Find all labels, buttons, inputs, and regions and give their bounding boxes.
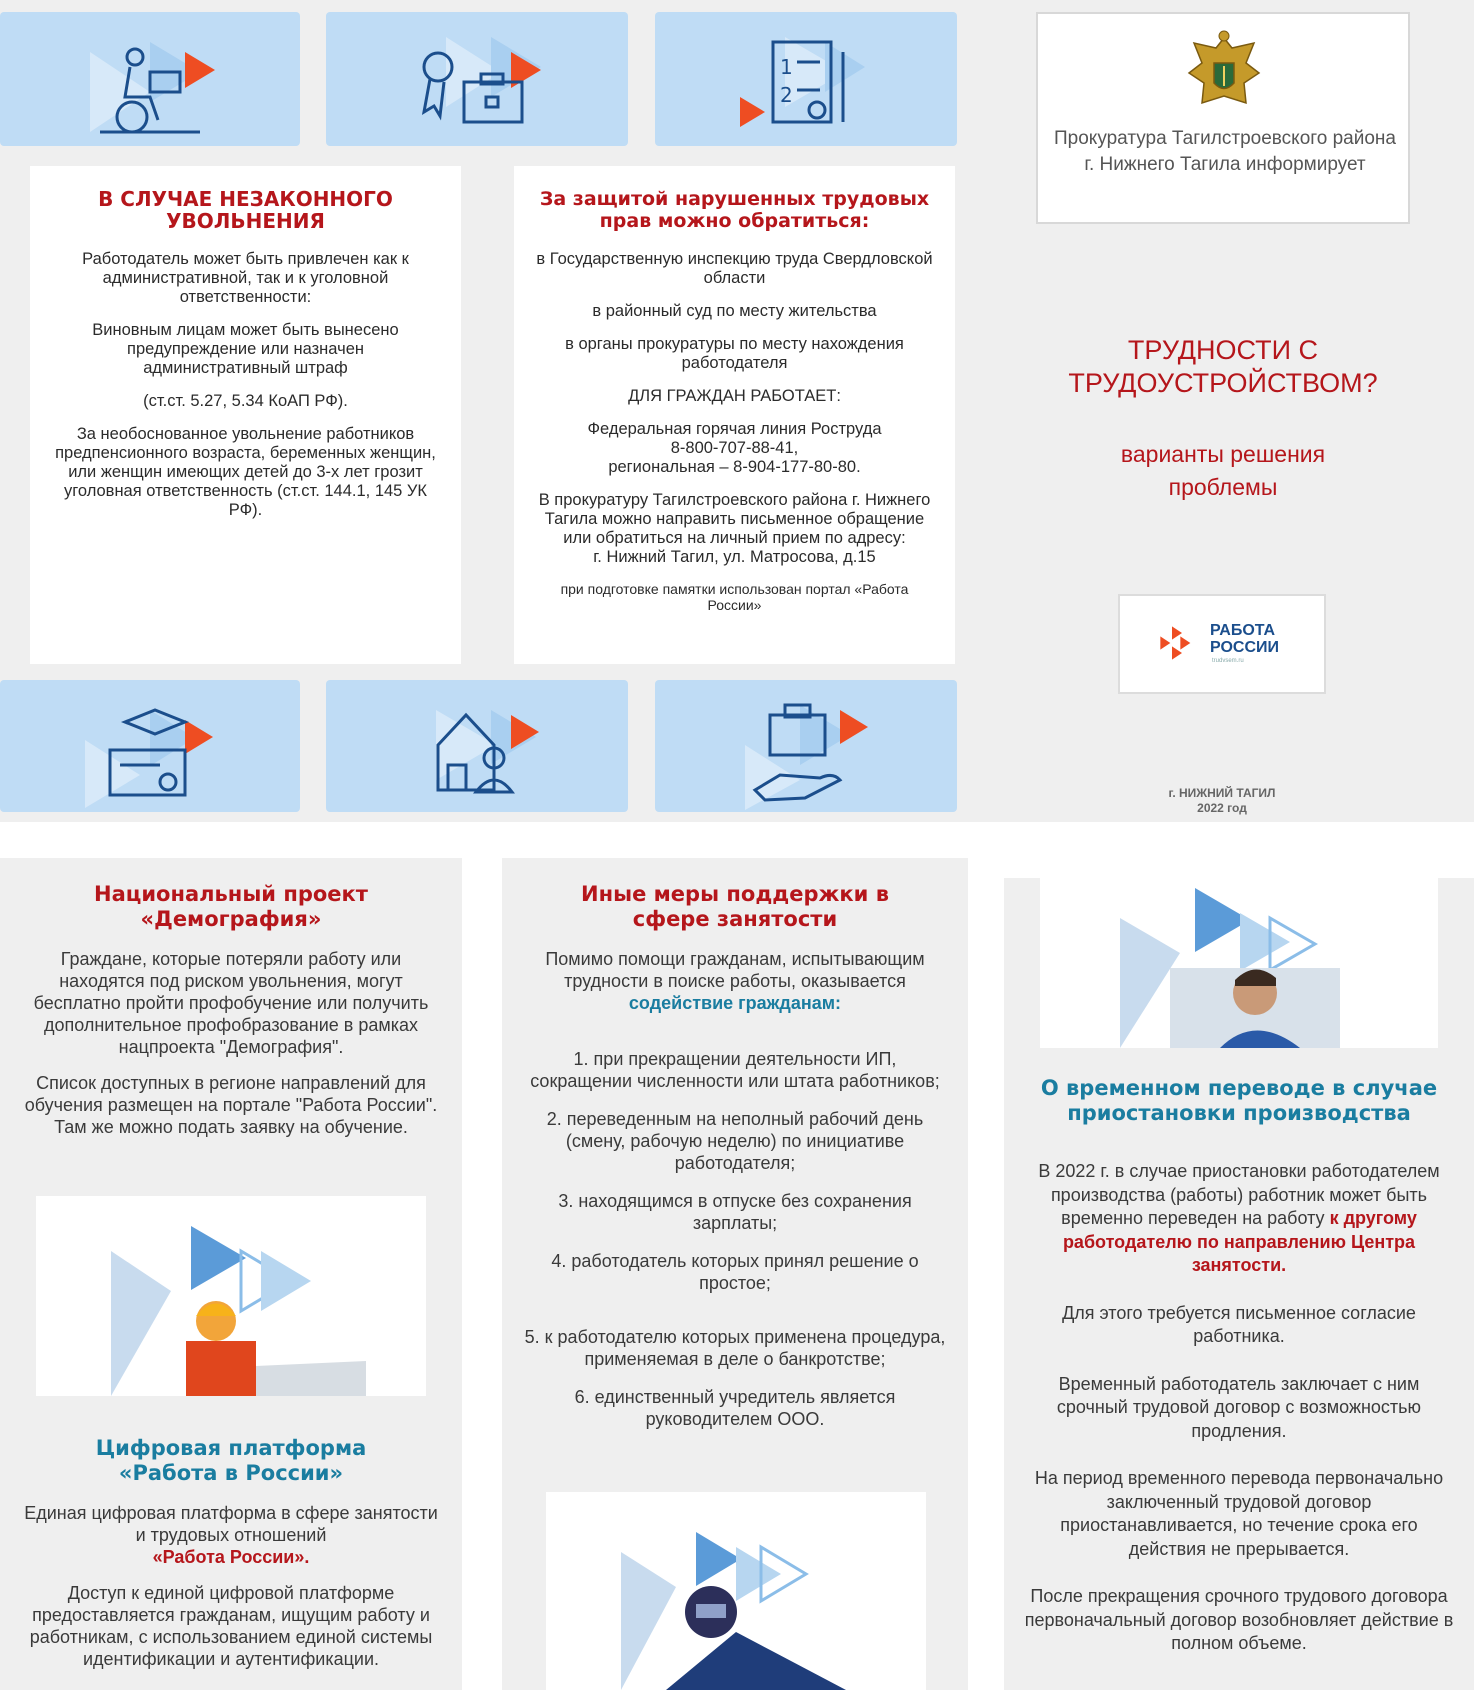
list-item: 5. к работодателю которых применена процедура, применяемая в деле о банкротстве;	[524, 1327, 946, 1369]
paragraph: Временный работодатель заключает с ним срочный трудовой договор с возможностью продления.	[1056, 1373, 1422, 1441]
tile-home	[326, 680, 628, 812]
logo-site: trudvsem.ru	[1212, 658, 1244, 664]
transfer-text: В 2022 г. в случае приостановки работодателем производства (работы) работник может быть временно переведен на работу	[1038, 1161, 1440, 1228]
paragraph: Список доступных в регионе направлений для обучения размещен на портале "Работа России". Там же можно подать заявку на обучение.	[24, 1073, 438, 1137]
paragraph: За необоснованное увольнение работников предпенсионного возраста, беременных женщин, или женщин имеющих детей до 3-х лет грозит уголовная ответственность (ст.ст. 144.1, 145 УК РФ).	[55, 425, 436, 519]
brochure-title: ТРУДНОСТИ С ТРУДОУСТРОЙСТВОМ?	[1068, 335, 1378, 398]
list-item: 2. переведенным на неполный рабочий день (смену, рабочую неделю) по инициативе работодателя;	[546, 1109, 924, 1173]
paragraph: в органы прокуратуры по месту нахождения работодателя	[565, 335, 904, 372]
card-body	[534, 250, 935, 627]
paragraph	[1024, 1160, 1454, 1278]
list-item: 4. работодатель которых принял решение о простое;	[551, 1251, 919, 1293]
rabota-rossii-logo	[1118, 594, 1326, 694]
rights-protection-card	[514, 166, 955, 664]
card-body	[52, 250, 439, 534]
paragraph: (ст.ст. 5.27, 5.34 КоАП РФ).	[143, 392, 348, 410]
demography-column	[0, 858, 462, 1690]
logo-line2: РОССИИ	[1210, 639, 1280, 656]
section-heading: О временном переводе в случае приостановки производства	[1040, 1076, 1438, 1125]
section-heading: Национальный проект «Демография»	[94, 882, 368, 931]
temporary-transfer-column	[1004, 878, 1474, 1690]
paragraph: в районный суд по месту жительства	[592, 302, 877, 320]
illegal-dismissal-card	[30, 166, 461, 664]
card-heading: В СЛУЧАЕ НЕЗАКОННОГО УВОЛЬНЕНИЯ	[98, 187, 393, 233]
tile-document	[655, 12, 957, 146]
logo-text	[1210, 622, 1279, 656]
tile-diploma	[0, 680, 300, 812]
section-body	[1024, 1160, 1454, 1656]
regional-number: региональная – 8-904-177-80-80.	[608, 458, 861, 476]
paragraph: Для этого требуется письменное согласие работника.	[1062, 1302, 1416, 1346]
platform-text: Единая цифровая платформа в сфере занятости и трудовых отношений	[24, 1503, 438, 1545]
list-item: 1. при прекращении деятельности ИП, сокращении численности или штата работников;	[530, 1049, 940, 1091]
section-intro	[522, 948, 948, 1014]
org-text: Прокуратура Тагилстроевского района г. Нижнего Тагила информирует	[1054, 128, 1396, 175]
paragraph: В прокуратуру Тагилстроевского района г. Нижнего Тагила можно направить письменное обращение или обратиться на личный прием по адресу:	[538, 491, 931, 547]
paragraph	[20, 1502, 442, 1568]
section-heading: Цифровая платформа «Работа в России»	[95, 1436, 367, 1485]
home-remote-work-icon	[326, 680, 628, 812]
intro-text: Помимо помощи гражданам, испытывающим трудности в поиске работы, оказывается	[545, 949, 925, 991]
transfer-bold: к другому работодателю по направлению Центра занятости.	[1062, 1208, 1417, 1275]
address: г. Нижний Тагил, ул. Матросова, д.15	[593, 548, 876, 566]
platform-name: «Работа России».	[152, 1547, 310, 1567]
intro-bold: содействие гражданам:	[628, 993, 842, 1013]
logo-line1: РАБОТА	[1210, 622, 1276, 639]
card-heading: За защитой нарушенных трудовых прав можно обратиться:	[539, 188, 930, 232]
measures-list	[522, 1048, 948, 1430]
paragraph: На период временного перевода первоначально заключенный трудовой договор приостанавливается, но течение срока его действия не прерывается.	[1034, 1468, 1444, 1559]
imprint	[1120, 786, 1324, 816]
hotline-label: Федеральная горячая линия Роструда	[587, 420, 882, 438]
prosecutor-emblem-icon	[1184, 28, 1264, 118]
diploma-graduation-icon	[0, 680, 300, 812]
briefcase-hand-icon	[655, 680, 957, 812]
rabota-logo-icon	[1152, 618, 1202, 668]
wheelchair-worker-icon	[0, 12, 300, 146]
man-photo	[1040, 878, 1438, 1048]
hardhat-worker-image	[36, 1196, 426, 1396]
paragraph: Работодатель может быть привлечен как к административной, так и к уголовной ответственности:	[82, 250, 409, 306]
welder-photo	[546, 1492, 926, 1690]
welder-image	[546, 1492, 926, 1690]
worker-photo	[36, 1196, 426, 1396]
support-measures-column	[502, 858, 968, 1690]
list-item: 6. единственный учредитель является руководителем ООО.	[574, 1387, 896, 1429]
document-list-icon	[655, 12, 957, 146]
man-laptop-image	[1040, 878, 1438, 1048]
hotline-number: 8-800-707-88-41,	[670, 439, 799, 457]
paragraph: в Государственную инспекцию труда Свердловской области	[536, 250, 933, 287]
year: 2022 год	[1197, 801, 1247, 815]
paragraph: Доступ к единой цифровой платформе предоставляется гражданам, ищущим работу и работникам, с использованием единой системы идентификации и аутентификации.	[29, 1583, 433, 1669]
award-briefcase-icon	[326, 12, 628, 146]
section-body	[20, 948, 442, 1138]
city: г. НИЖНИЙ ТАГИЛ	[1168, 786, 1276, 800]
paragraph: ДЛЯ ГРАЖДАН РАБОТАЕТ:	[628, 387, 841, 405]
tile-briefcase-hand	[655, 680, 957, 812]
paragraph: Виновным лицам может быть вынесено предупреждение или назначен административный штраф	[92, 321, 399, 377]
paragraph: Граждане, которые потеряли работу или находятся под риском увольнения, могут бесплатно пройти профобучение или получить дополнительное профобразование в рамках нацпроекта "Демография".	[33, 949, 429, 1057]
svg-text:1: 1	[780, 55, 793, 79]
tile-award	[326, 12, 628, 146]
brochure-subtitle: варианты решения проблемы	[1120, 441, 1326, 500]
section-heading: Иные меры поддержки в сфере занятости	[581, 882, 889, 931]
footnote: при подготовке памятки использован портал «Работа России»	[560, 581, 909, 613]
paragraph: После прекращения срочного трудового договора первоначальный договор возобновляет действие в полном объеме.	[1024, 1586, 1454, 1653]
org-box	[1036, 12, 1410, 224]
tile-wheelchair	[0, 12, 300, 146]
prosecutor-address	[534, 491, 935, 567]
svg-text:2: 2	[780, 83, 793, 107]
list-item: 3. находящимся в отпуске без сохранения зарплаты;	[558, 1191, 912, 1233]
hotline	[534, 420, 935, 477]
section-body	[20, 1502, 442, 1670]
